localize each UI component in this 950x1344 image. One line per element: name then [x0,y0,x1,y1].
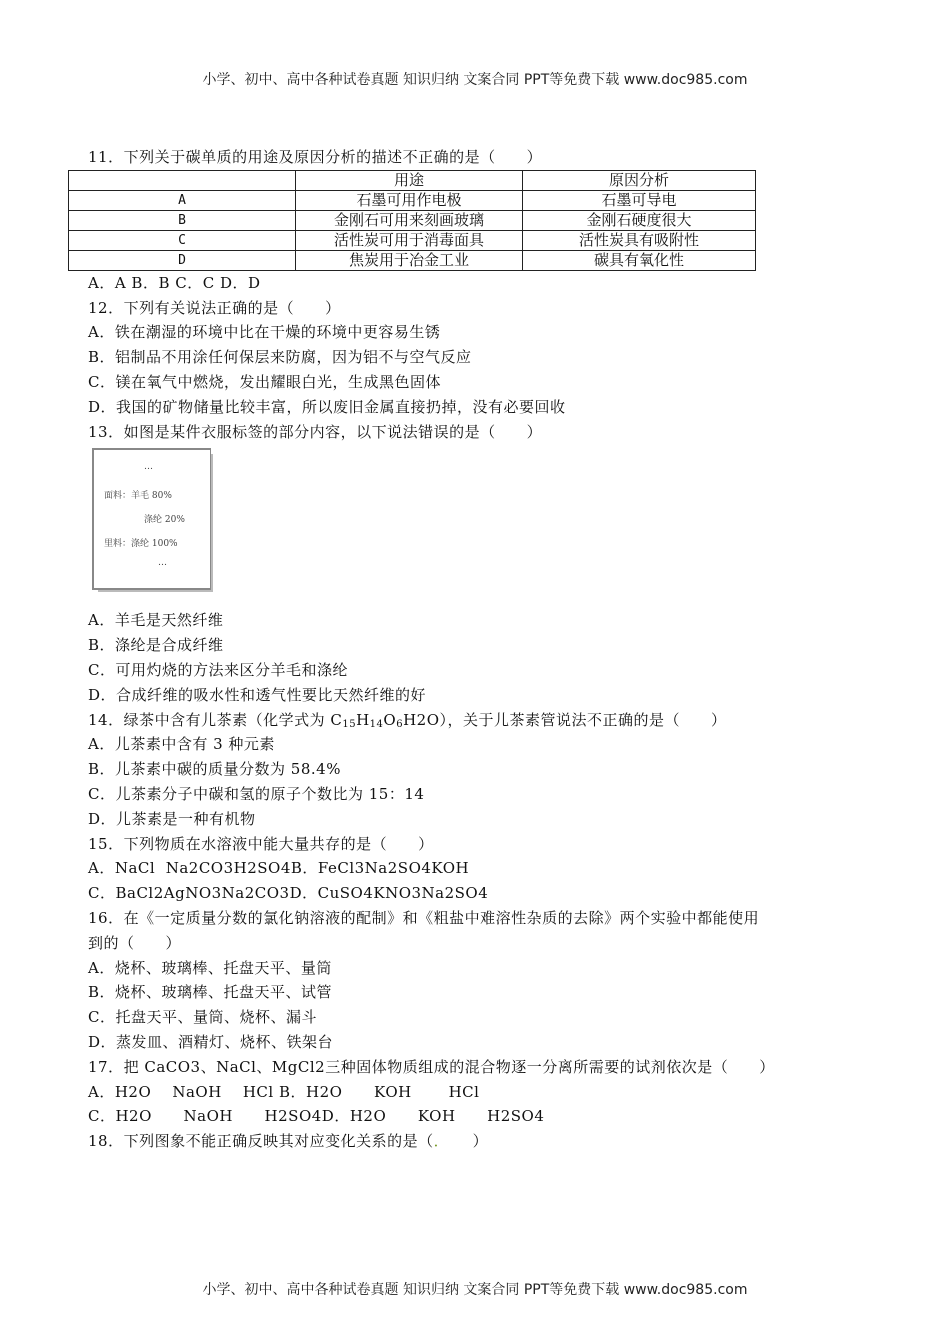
question-16-option-c: C．托盘天平、量筒、烧杯、漏斗 [88,1008,317,1027]
table-header-row [69,170,756,190]
question-12-option-b: B．铝制品不用涂任何保层来防腐，因为铝不与空气反应 [88,348,472,367]
question-17-stem: 17．把 CaCO3、NaCl、MgCl2三种固体物质组成的混合物逐一分离所需要的试剂依次是（ ） [88,1057,775,1076]
stem-text: 18．下列图象不能正确反映其对应变化关系的是（ [88,1132,434,1151]
table-row [69,190,756,210]
question-13-option-c: C．可用灼烧的方法来区分羊毛和涤纶 [88,660,348,679]
page-header: 小学、初中、高中各种试卷真题 知识归纳 文案合同 PPT等免费下载 www.doc985.com [202,72,748,88]
label-line-1: 面料：羊毛 80% [104,491,172,502]
subscript: 6 [396,718,404,730]
table-row [69,230,756,250]
table-cell: A [69,190,296,210]
subscript: 15 [342,718,357,730]
table-header-cell: 原因分析 [523,170,756,190]
question-15-options-ab: A．NaCl Na2CO3H2SO4B．FeCl3Na2SO4KOH [88,859,470,878]
question-13-option-b: B．涤纶是合成纤维 [88,636,224,655]
table-cell: 碳具有氧化性 [523,250,756,270]
exam-content [88,145,868,1154]
question-12-option-a: A．铁在潮湿的环境中比在干燥的环境中更容易生锈 [88,323,441,342]
question-12-stem: 12．下列有关说法正确的是（ ） [88,298,341,317]
question-12-option-c: C．镁在氧气中燃烧，发出耀眼白光，生成黑色固体 [88,372,441,391]
stem-text: ） [441,1132,489,1151]
stem-text: H [356,710,370,729]
label-line-3: 里料：涤纶 100% [104,539,178,550]
page-footer: 小学、初中、高中各种试卷真题 知识归纳 文案合同 PPT等免费下载 www.doc985.com [202,1282,748,1298]
question-16-option-d: D．蒸发皿、酒精灯、烧杯、铁架台 [88,1032,334,1051]
stem-text: O [383,710,397,729]
question-18-stem [88,1129,868,1154]
stem-dot: ． [433,1132,442,1151]
table-cell: B [69,210,296,230]
question-16-stem-line-1: 16．在《一定质量分数的氯化钠溶液的配制》和《粗盐中难溶性杂质的去除》两个实验中都能使用 [88,908,760,927]
stem-text: 14．绿茶中含有儿茶素（化学式为 C [88,710,343,729]
clothing-label-figure [92,448,222,598]
subscript: 14 [369,718,384,730]
question-13-stem: 13．如图是某件衣服标签的部分内容，以下说法错误的是（ ） [88,422,543,441]
question-16-stem-line-2: 到的（ ） [88,933,182,952]
question-14-option-d: D．儿茶素是一种有机物 [88,809,256,828]
table-row [69,250,756,270]
table-header-cell: 用途 [296,170,523,190]
question-15-stem: 15．下列物质在水溶液中能大量共存的是（ ） [88,834,434,853]
table-cell: 活性炭具有吸附性 [523,230,756,250]
question-14-option-a: A．儿茶素中含有 3 种元素 [88,735,275,754]
table-cell: D [69,250,296,270]
table-header-cell [69,170,296,190]
table-cell: C [69,230,296,250]
table-row [69,210,756,230]
label-line-2: 涤纶 20% [144,515,185,526]
question-15-options-cd: C．BaCl2AgNO3Na2CO3D．CuSO4KNO3Na2SO4 [88,884,489,903]
question-17-options-cd: C．H2O NaOH H2SO4D．H2O KOH H2SO4 [88,1107,545,1126]
question-17-options-ab: A．H2O NaOH HCl B．H2O KOH HCl [88,1082,480,1101]
table-cell: 金刚石可用来刻画玻璃 [296,210,523,230]
table-cell: 金刚石硬度很大 [523,210,756,230]
question-13-option-a: A．羊毛是天然纤维 [88,611,224,630]
question-14-option-b: B．儿茶素中碳的质量分数为 58.4% [88,760,341,779]
question-11-options: A．A B．B C．C D．D [88,273,261,292]
question-14-option-c: C．儿茶素分子中碳和氢的原子个数比为 15：14 [88,784,425,803]
question-13-option-d: D．合成纤维的吸水性和透气性要比天然纤维的好 [88,685,427,704]
question-12-option-d: D．我国的矿物储量比较丰富，所以废旧金属直接扔掉，没有必要回收 [88,397,566,416]
label-dots-bottom: … [158,558,167,569]
table-cell: 石墨可导电 [523,190,756,210]
question-16-option-a: A．烧杯、玻璃棒、托盘天平、量筒 [88,958,332,977]
question-11-table [68,170,756,271]
table-cell: 石墨可用作电极 [296,190,523,210]
question-14-stem [88,708,868,733]
stem-text: H2O），关于儿茶素管说法不正确的是（ ） [403,710,727,729]
clothing-label-card [92,448,211,590]
table-cell: 活性炭可用于消毒面具 [296,230,523,250]
label-dots-top: … [144,462,153,473]
question-11-stem: 11．下列关于碳单质的用途及原因分析的描述不正确的是（ ） [88,148,543,166]
question-16-option-b: B．烧杯、玻璃棒、托盘天平、试管 [88,983,333,1002]
table-cell: 焦炭用于冶金工业 [296,250,523,270]
